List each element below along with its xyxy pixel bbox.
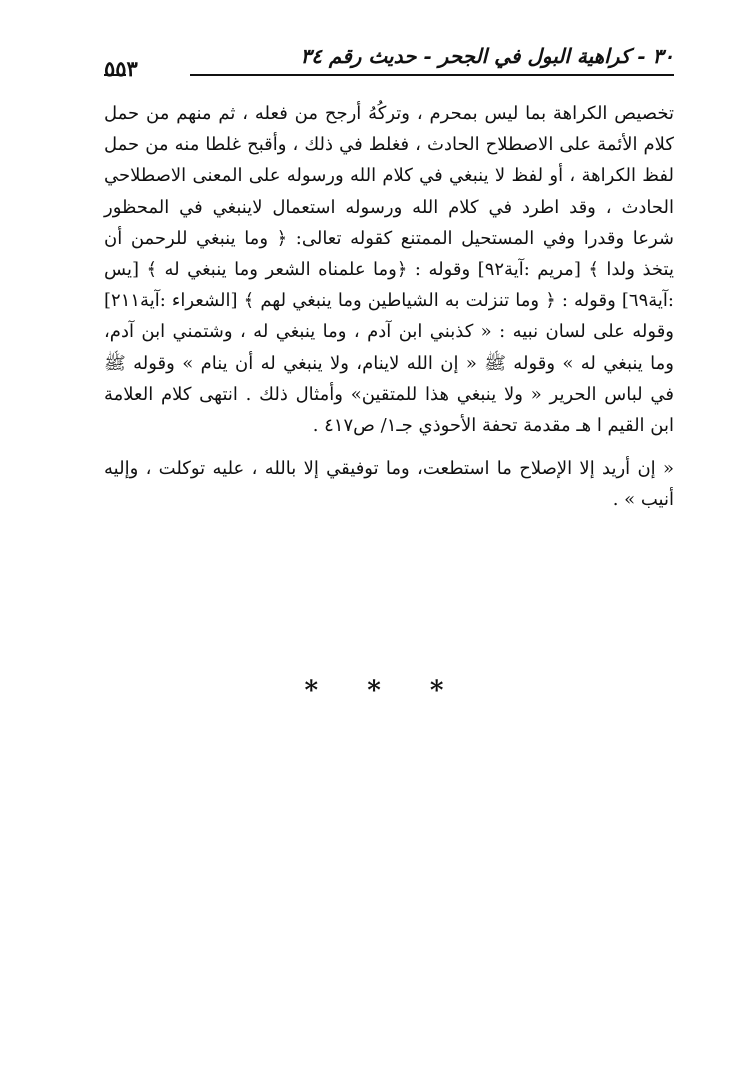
star-icon: * — [429, 676, 444, 706]
page-number: ٥٥٣ — [104, 56, 138, 81]
section-separator — [0, 676, 748, 706]
main-text — [104, 98, 674, 516]
paragraph-1: تخصيص الكراهة بما ليس بمحرم ، وتركُهُ أرجح من فعله ، ثم منهم من حمل كلام الأئمة على الاصطلاح الحادث ، فغلط في ذلك ، وأقبح غلطا منه من حمل لفظ الكراهة ، أو لفظ لا ينبغي في كلام الله ورسوله على المعنى الاصطلاحي الحادث ، وقد اطرد في كلام الله ورسوله استعمال لاينبغي في المحظور شرعا وقدرا وفي المستحيل الممتنع كقوله تعالى: ﴿ وما ينبغي للرحمن أن يتخذ ولدا ﴾ [مريم :آية٩٢] وقوله : ﴿وما علمناه الشعر وما ينبغي له ﴾ [يس :آية٦٩] وقوله : ﴿ وما تنزلت به الشياطين وما ينبغي لهم ﴾ [الشعراء :آية٢١١] وقوله على لسان نبيه : « كذبني ابن آدم ، وما ينبغي له ، وشتمني ابن آدم، وما ينبغي له » وقوله ﷺ « إن الله لاينام، ولا ينبغي له أن ينام » وقوله ﷺ في لباس الحرير « ولا ينبغي هذا للمتقين» وأمثال ذلك . انتهى كلام العلامة ابن القيم ا هـ مقدمة تحفة الأحوذي جـ١/ ص٤١٧ . — [104, 103, 675, 437]
paragraph-2: « إن أريد إلا الإصلاح ما استطعت، وما توفيقي إلا بالله ، عليه توكلت ، وإليه أنيب » . — [104, 458, 674, 511]
chapter-title: ٣٠ - كراهية البول في الجحر - حديث رقم ٣٤ — [300, 44, 674, 68]
header-rule — [190, 74, 674, 76]
star-icon: * — [367, 676, 381, 706]
star-icon: * — [304, 676, 319, 706]
page-header — [104, 44, 674, 84]
